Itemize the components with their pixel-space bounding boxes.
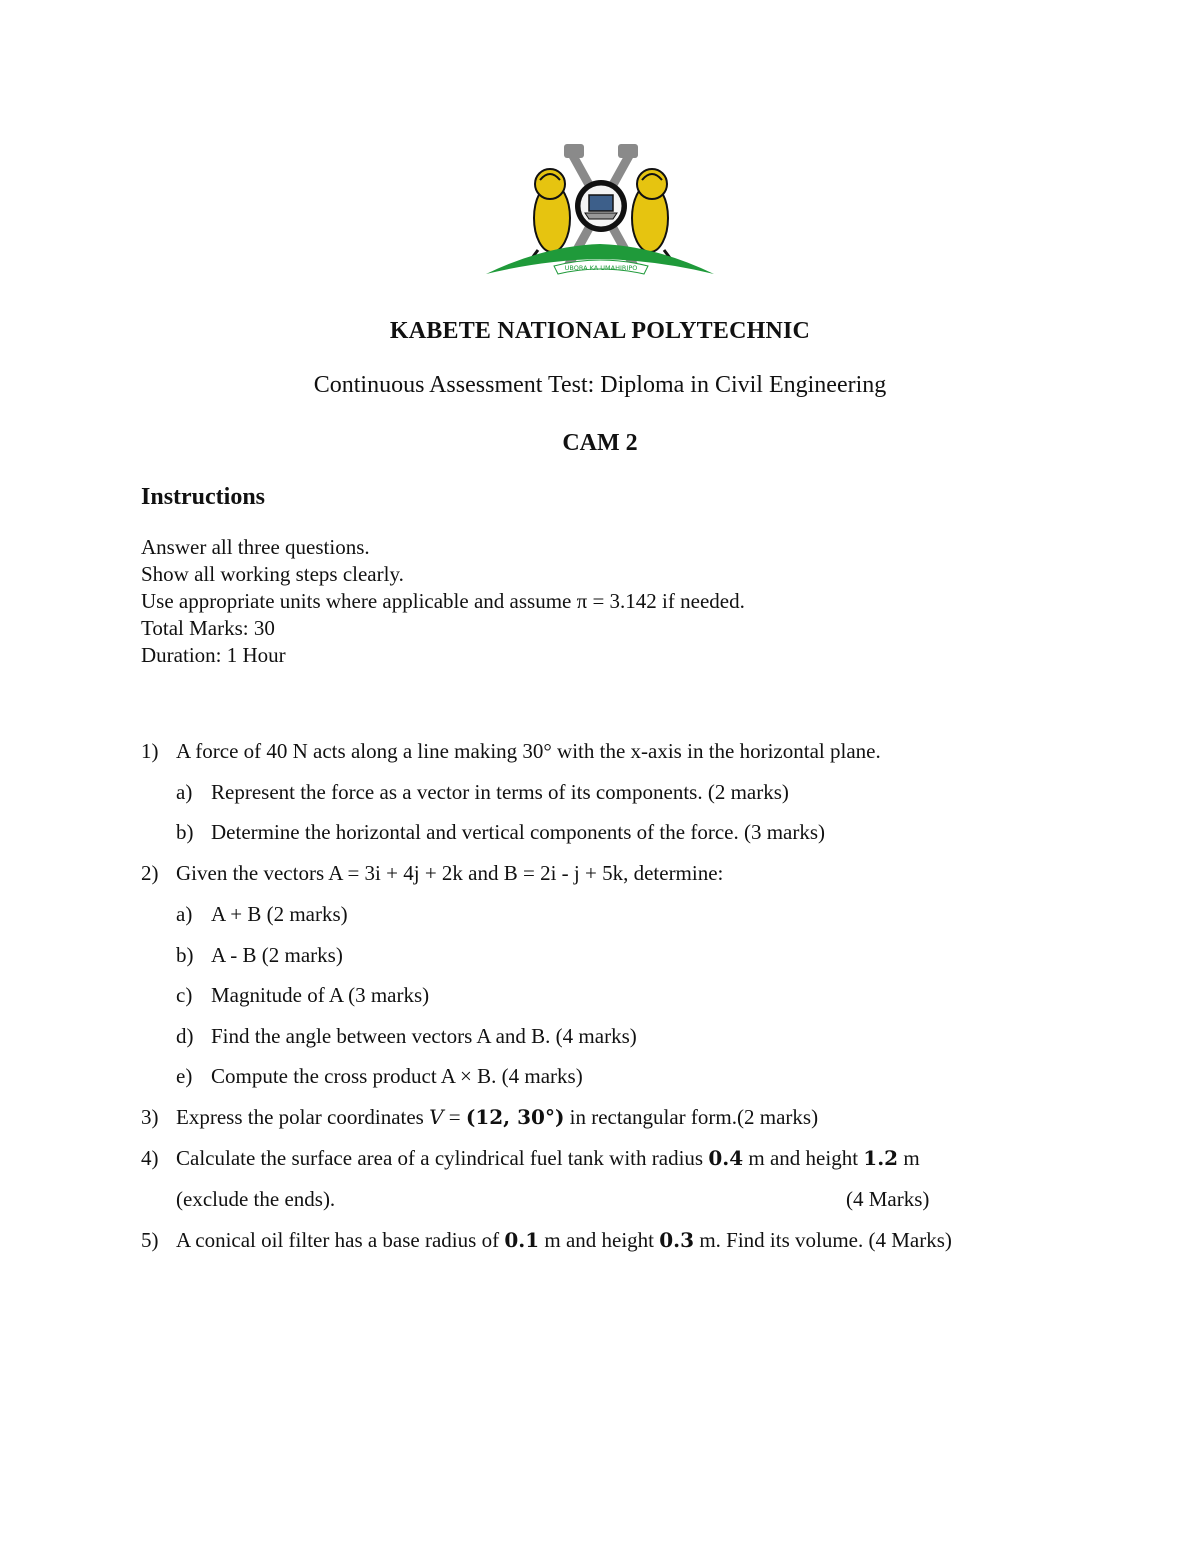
subquestion-text: Compute the cross product A × B. (4 marks) bbox=[211, 1064, 583, 1088]
subquestion-text: Find the angle between vectors A and B. (4 marks) bbox=[211, 1024, 637, 1048]
instruction-item: Total Marks: 30 bbox=[141, 616, 275, 640]
logo-motto: UBORA KA UMAHIRIPO bbox=[564, 264, 638, 272]
subquestion-label: c) bbox=[176, 983, 193, 1007]
vector-variable: V bbox=[429, 1105, 444, 1129]
question-text-pre: Calculate the surface area of a cylindrical fuel tank with radius bbox=[176, 1146, 709, 1170]
subquestion-text: Determine the horizontal and vertical components of the force. (3 marks) bbox=[211, 820, 826, 844]
question-text-line2: (exclude the ends). bbox=[176, 1187, 336, 1211]
test-title: Continuous Assessment Test: Diploma in Civil Engineering bbox=[313, 372, 887, 398]
question-text-pre: A conical oil filter has a base radius of bbox=[176, 1228, 505, 1252]
subquestion-text: Represent the force as a vector in terms of its components. (2 marks) bbox=[211, 780, 789, 804]
question-number: 5) bbox=[141, 1228, 159, 1252]
subquestion-label: a) bbox=[176, 902, 193, 926]
question-number: 3) bbox=[141, 1105, 159, 1129]
subquestion-label: d) bbox=[176, 1024, 194, 1048]
question-text-pre: Express the polar coordinates bbox=[176, 1105, 430, 1129]
left-lion-icon bbox=[532, 169, 570, 258]
equals-sign: = bbox=[443, 1105, 466, 1129]
question-marks: (4 Marks) bbox=[846, 1187, 930, 1211]
instruction-item: Duration: 1 Hour bbox=[141, 643, 286, 667]
question-text-mid: m and height bbox=[743, 1146, 864, 1170]
question-text-post: in rectangular form.(2 marks) bbox=[564, 1105, 819, 1129]
height-value: 1.2 bbox=[863, 1146, 899, 1170]
subquestion-label: e) bbox=[176, 1064, 193, 1088]
instruction-item: Show all working steps clearly. bbox=[141, 562, 404, 586]
question-number: 4) bbox=[141, 1146, 159, 1170]
question-text: A force of 40 N acts along a line making 30° with the x-axis in the horizontal plane. bbox=[176, 739, 881, 763]
subquestion-label: b) bbox=[176, 943, 194, 967]
height-value: 0.3 bbox=[659, 1228, 695, 1252]
subquestion-text: A + B (2 marks) bbox=[211, 902, 348, 926]
instructions-heading: Instructions bbox=[141, 484, 266, 510]
polytechnic-logo bbox=[484, 140, 716, 280]
radius-value: 0.4 bbox=[708, 1146, 744, 1170]
question-number: 1) bbox=[141, 739, 159, 763]
instruction-item: Answer all three questions. bbox=[141, 535, 370, 559]
subquestion-label: a) bbox=[176, 780, 193, 804]
subquestion-text: A - B (2 marks) bbox=[211, 943, 343, 967]
radius-value: 0.1 bbox=[504, 1228, 540, 1252]
question-number: 2) bbox=[141, 861, 159, 885]
instructions-list bbox=[141, 534, 745, 669]
question-text-post: m bbox=[898, 1146, 920, 1170]
subquestion-text: Magnitude of A (3 marks) bbox=[211, 983, 430, 1007]
subquestion-label: b) bbox=[176, 820, 194, 844]
instruction-item: Use appropriate units where applicable and assume π = 3.142 if needed. bbox=[141, 589, 745, 613]
gear-laptop-icon bbox=[575, 180, 627, 232]
question-text-post: m. Find its volume. (4 Marks) bbox=[694, 1228, 952, 1252]
polar-coordinates: (12, 30°) bbox=[465, 1105, 565, 1129]
institution-name: KABETE NATIONAL POLYTECHNIC bbox=[389, 318, 811, 344]
question-text: Given the vectors A = 3i + 4j + 2k and B = 2i - j + 5k, determine: bbox=[176, 861, 724, 885]
question-text bbox=[176, 1146, 920, 1171]
question-text bbox=[176, 1105, 818, 1130]
cam-label: CAM 2 bbox=[562, 430, 638, 456]
question-text-mid: m and height bbox=[539, 1228, 660, 1252]
question-text bbox=[176, 1228, 952, 1253]
right-lion-icon bbox=[632, 169, 670, 258]
